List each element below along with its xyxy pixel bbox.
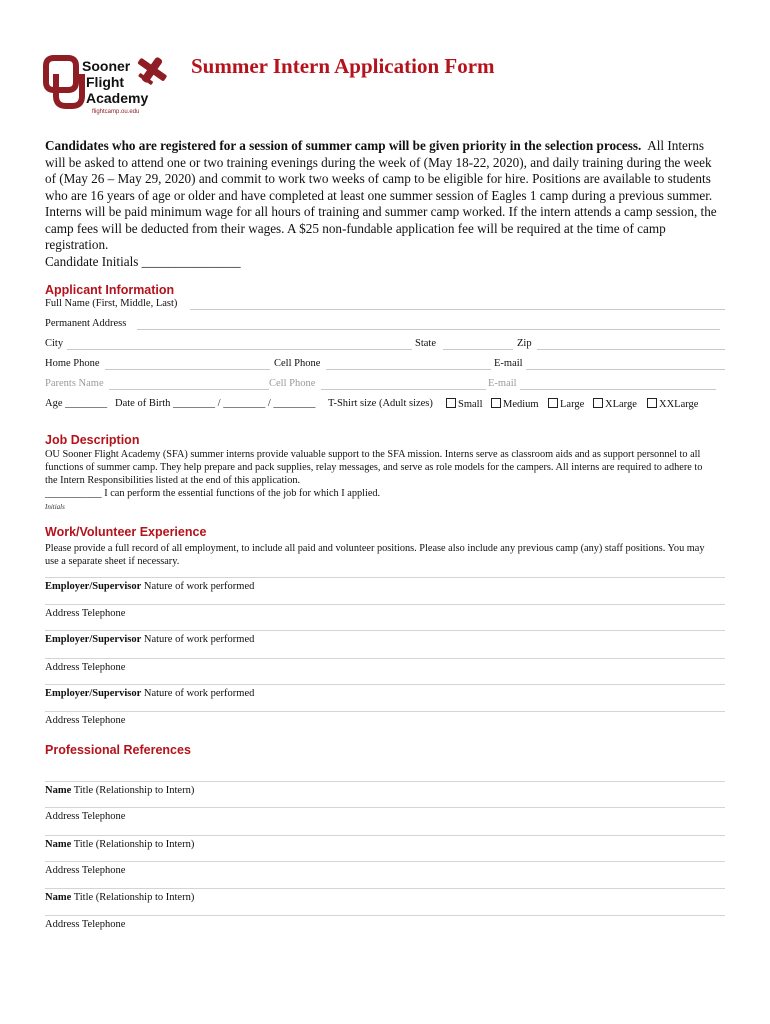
tshirt-size-label: T-Shirt size (Adult sizes)	[328, 398, 433, 409]
employer-label: Employer/Supervisor	[45, 634, 142, 645]
home-phone-label: Home Phone	[45, 358, 100, 369]
candidate-initials-field[interactable]: Candidate Initials _______________	[45, 253, 241, 269]
size-small-label: Small	[458, 399, 483, 410]
reference-name-label: Name	[45, 839, 72, 850]
job-functions-confirmation[interactable]: ___________ I can perform the essential functions of the job for which I applied.	[45, 488, 381, 499]
divider	[45, 658, 725, 659]
cell-phone-label: Cell Phone	[274, 358, 321, 369]
divider	[45, 807, 725, 808]
tshirt-option-xlarge[interactable]	[593, 398, 637, 410]
tshirt-option-large[interactable]	[548, 398, 584, 410]
full-name-row	[45, 298, 725, 312]
permanent-address-input[interactable]	[137, 329, 720, 330]
work-entry-1-address[interactable]: Address Telephone	[45, 608, 126, 619]
work-entry-3[interactable]	[45, 688, 254, 699]
divider	[45, 604, 725, 605]
form-title: Summer Intern Application Form	[191, 54, 495, 78]
work-entry-2[interactable]	[45, 634, 254, 645]
email-label: E-mail	[494, 358, 523, 369]
reference-entry-1-address[interactable]: Address Telephone	[45, 811, 126, 822]
date-of-birth-field[interactable]: Date of Birth ________ / ________ / ________	[115, 398, 316, 409]
parents-name-label: Parents Name	[45, 378, 104, 389]
size-large-label: Large	[560, 399, 585, 410]
logo-url: flightcamp.ou.edu	[92, 109, 140, 115]
phone-email-row	[45, 358, 725, 372]
divider	[45, 781, 725, 782]
work-entry-2-address[interactable]: Address Telephone	[45, 662, 126, 673]
parent-email-input[interactable]	[520, 389, 716, 390]
work-experience-heading: Work/Volunteer Experience	[45, 525, 207, 539]
intro-paragraph	[45, 138, 725, 270]
divider	[45, 684, 725, 685]
reference-entry-3-address[interactable]: Address Telephone	[45, 919, 126, 930]
divider	[45, 835, 725, 836]
checkbox-small[interactable]	[446, 398, 456, 408]
zip-input[interactable]	[537, 349, 725, 350]
checkbox-xxlarge[interactable]	[647, 398, 657, 408]
tshirt-option-small[interactable]	[446, 398, 483, 410]
email-input[interactable]	[526, 369, 725, 370]
work-entry-1[interactable]	[45, 581, 254, 592]
divider	[45, 888, 725, 889]
reference-name-label: Name	[45, 892, 72, 903]
parent-cell-phone-input[interactable]	[321, 389, 486, 390]
reference-entry-3[interactable]	[45, 892, 194, 903]
city-input[interactable]	[67, 349, 412, 350]
reference-title-label: Title (Relationship to Intern)	[73, 892, 195, 903]
permanent-address-row	[45, 318, 725, 332]
divider	[45, 630, 725, 631]
home-phone-input[interactable]	[105, 369, 270, 370]
reference-title-label: Title (Relationship to Intern)	[73, 785, 195, 796]
tshirt-option-medium[interactable]	[491, 398, 539, 410]
professional-references-heading: Professional References	[45, 743, 191, 757]
nature-of-work-label: Nature of work performed	[143, 634, 255, 645]
parent-email-label: E-mail	[488, 378, 517, 389]
state-input[interactable]	[443, 349, 513, 350]
checkbox-xlarge[interactable]	[593, 398, 603, 408]
full-name-input[interactable]	[190, 309, 725, 310]
size-xxlarge-label: XXLarge	[659, 399, 699, 410]
parents-name-input[interactable]	[109, 389, 269, 390]
parent-cell-phone-label: Cell Phone	[269, 378, 316, 389]
nature-of-work-label: Nature of work performed	[143, 581, 255, 592]
state-label: State	[415, 338, 436, 349]
divider	[45, 577, 725, 578]
cell-phone-input[interactable]	[326, 369, 491, 370]
size-xlarge-label: XLarge	[605, 399, 637, 410]
age-dob-tshirt-row	[45, 398, 725, 412]
logo-line-1: Sooner	[82, 58, 131, 74]
work-experience-instructions: Please provide a full record of all employment, to include all paid and volunteer positions. Please also include any previous camp (any) staff positions. You may use a separate sheet if necessary.	[45, 543, 705, 567]
permanent-address-label: Permanent Address	[45, 318, 127, 329]
reference-entry-2-address[interactable]: Address Telephone	[45, 865, 126, 876]
nature-of-work-label: Nature of work performed	[143, 688, 255, 699]
parents-row	[45, 378, 725, 392]
employer-label: Employer/Supervisor	[45, 581, 142, 592]
intro-priority-note: Candidates who are registered for a session of summer camp will be given priority in the selection process.	[45, 138, 642, 153]
full-name-label: Full Name (First, Middle, Last)	[45, 298, 178, 309]
checkbox-large[interactable]	[548, 398, 558, 408]
divider	[45, 711, 725, 712]
initials-caption: Initials	[45, 503, 65, 511]
size-medium-label: Medium	[503, 399, 539, 410]
tshirt-option-xxlarge[interactable]	[647, 398, 698, 410]
work-entry-3-address[interactable]: Address Telephone	[45, 715, 126, 726]
age-field[interactable]: Age ________	[45, 398, 108, 409]
reference-entry-1[interactable]	[45, 785, 194, 796]
city-state-zip-row	[45, 338, 725, 352]
logo-line-3: Academy	[86, 90, 149, 106]
reference-entry-2[interactable]	[45, 839, 194, 850]
city-label: City	[45, 338, 64, 349]
applicant-information-heading: Applicant Information	[45, 283, 175, 297]
sooner-flight-academy-logo	[42, 52, 182, 122]
job-description-heading: Job Description	[45, 433, 140, 447]
divider	[45, 915, 725, 916]
job-description-text	[45, 448, 705, 500]
checkbox-medium[interactable]	[491, 398, 501, 408]
zip-label: Zip	[517, 338, 532, 349]
job-description-body: OU Sooner Flight Academy (SFA) summer interns provide valuable support to the SFA mission. Interns serve as classroom aids and as support personnel to all functions of summer camp. They help prepare and pack supplies, relay messages, and serve as role models for the campers. All interns are required to adhere to the Intern Responsibilities listed at the end of this application.	[45, 449, 703, 486]
intro-body: All Interns will be asked to attend one or two training evenings during the week of (May 18-22, 2020), and daily training during the week of (May 26 – May 29, 2020) and commit to work two weeks of camp to be eligible for hire. Positions are available to students who are 16 years of age or older and have completed at least one summer session of Eagles 1 camp during a previous summer. Interns will be paid minimum wage for all hours of training and summer camp worked. If the intern attends a camp session, the camp fees will be deducted from their wages. A $25 non-fundable application fee will be required at the time of camp registration.	[45, 138, 717, 252]
employer-label: Employer/Supervisor	[45, 688, 142, 699]
reference-title-label: Title (Relationship to Intern)	[73, 839, 195, 850]
divider	[45, 861, 725, 862]
reference-name-label: Name	[45, 785, 72, 796]
logo-graphic	[42, 52, 182, 122]
logo-line-2: Flight	[86, 74, 125, 90]
